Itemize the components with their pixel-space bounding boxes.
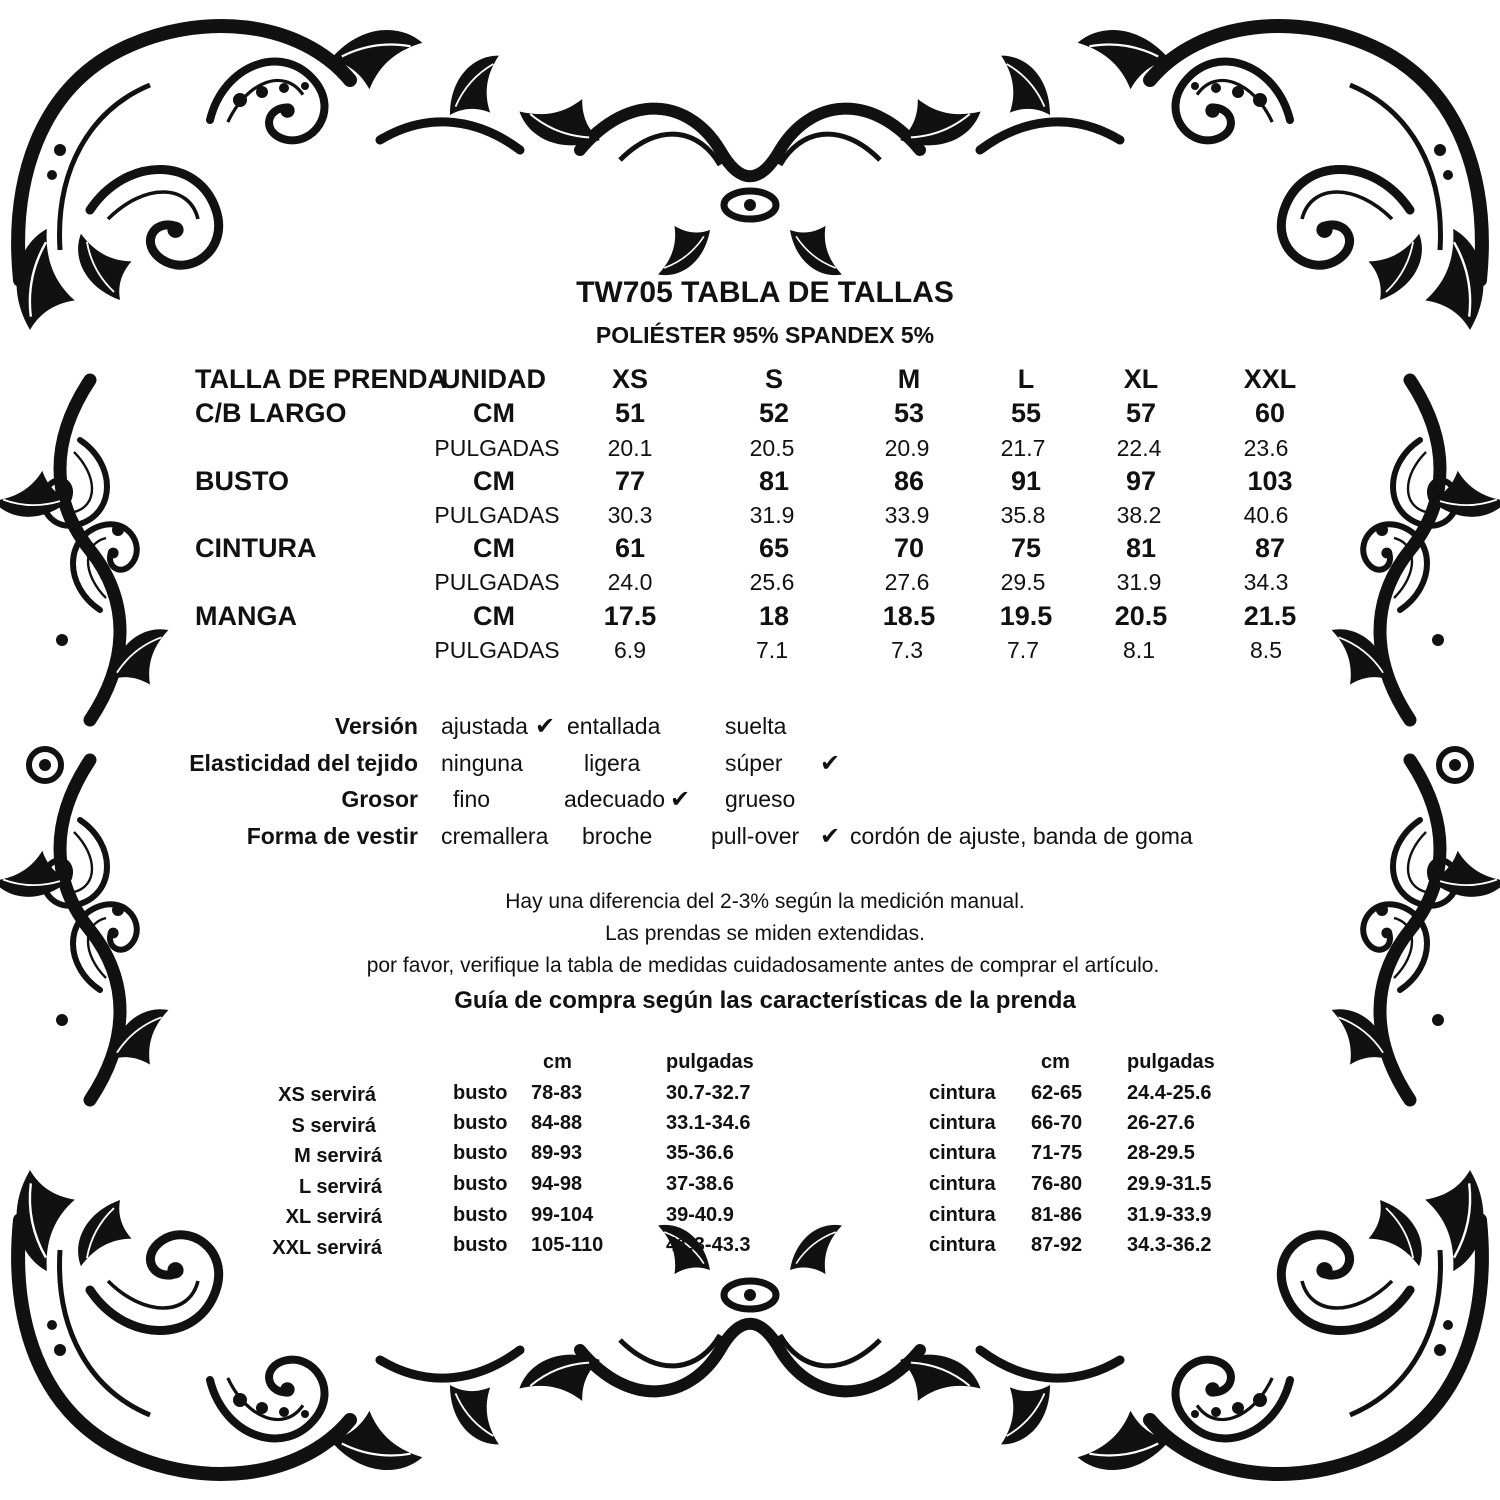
guide-col-inch: pulgadas [1127,1051,1215,1073]
unit-cm-label: CM [473,533,515,563]
attr-label-closure: Forma de vestir [246,823,418,849]
value-cm: 75 [1010,533,1042,563]
guide-size-label: L servirá [298,1176,382,1198]
value-cm: 81 [1125,533,1157,563]
guide-value: 66-70 [1031,1112,1083,1134]
guide-value: 99-104 [531,1204,594,1226]
check-icon: ✔ [820,750,841,777]
guide-value: 87-92 [1031,1234,1083,1256]
value-inch: 8.5 [1250,637,1282,663]
measure-label-sleeve: MANGA [195,601,297,631]
attr-option: ninguna [441,750,523,776]
guide-waist-word: cintura [929,1112,996,1134]
attr-option: entallada [567,713,661,739]
unit-inch-label: PULGADAS [434,569,560,595]
guide-value: 94-98 [531,1173,583,1195]
value-inch: 7.7 [1007,637,1039,663]
guide-bust-word: busto [453,1142,508,1164]
value-cm: 17.5 [603,601,657,631]
value-inch: 34.3 [1243,569,1289,595]
check-icon: ✔ [535,713,556,740]
value-inch: 38.2 [1116,502,1162,528]
attr-option: fino [453,786,491,812]
value-inch: 31.9 [749,502,795,528]
value-inch: 21.7 [1000,435,1046,461]
value-inch: 27.6 [884,569,930,595]
guide-value: 76-80 [1031,1173,1083,1195]
size-header-xl: XL [1123,364,1159,394]
attr-option: ligera [584,750,641,776]
guide-bust-word: busto [453,1173,508,1195]
value-inch: 8.1 [1123,637,1155,663]
value-cm: 87 [1254,533,1286,563]
attr-option: grueso [725,786,796,812]
size-header-s: S [764,364,784,394]
value-inch: 24.0 [607,569,653,595]
guide-value: 39-40.9 [666,1204,734,1226]
value-inch: 29.5 [1000,569,1046,595]
note-line: Las prendas se miden extendidas. [605,922,925,945]
guide-value: 105-110 [531,1234,604,1256]
value-inch: 20.5 [749,435,795,461]
guide-value: 29.9-31.5 [1127,1173,1212,1195]
value-cm: 18.5 [882,601,936,631]
value-inch: 25.6 [749,569,795,595]
value-cm: 51 [614,398,646,428]
guide-bust-word: busto [453,1082,508,1104]
guide-waist-word: cintura [929,1204,996,1226]
check-icon: ✔ [670,786,691,813]
unit-inch-label: PULGADAS [434,435,560,461]
guide-value: 31.9-33.9 [1127,1204,1212,1226]
value-inch: 31.9 [1116,569,1162,595]
guide-value: 81-86 [1031,1204,1083,1226]
guide-col-cm: cm [543,1051,572,1073]
unit-inch-label: PULGADAS [434,502,560,528]
check-icon: ✔ [820,823,841,850]
guide-value: 33.1-34.6 [666,1112,751,1134]
page-subtitle: POLIÉSTER 95% SPANDEX 5% [595,322,935,348]
guide-waist-word: cintura [929,1173,996,1195]
value-inch: 30.3 [607,502,653,528]
attr-option: broche [582,823,653,849]
guide-size-label: S servirá [291,1115,376,1137]
note-line: Hay una diferencia del 2-3% según la medición manual. [505,890,1025,913]
value-inch: 35.8 [1000,502,1046,528]
guide-value: 62-65 [1031,1082,1083,1104]
guide-size-label: XL servirá [285,1206,382,1228]
value-cm: 70 [893,533,925,563]
note-line: por favor, verifique la tabla de medidas cuidadosamente antes de comprar el artículo. [366,954,1160,977]
value-cm: 52 [758,398,790,428]
attr-label-version: Versión [334,713,418,739]
attr-option: suelta [725,713,787,739]
guide-value: 30.7-32.7 [666,1082,751,1104]
unit-cm-label: CM [473,466,515,496]
guide-value: 78-83 [531,1082,583,1104]
measure-label-length: C/B LARGO [195,398,347,428]
value-cm: 57 [1125,398,1157,428]
attr-option: súper [725,750,783,776]
value-inch: 23.6 [1243,435,1289,461]
guide-value: 28-29.5 [1127,1142,1195,1164]
page-title: TW705 TABLA DE TALLAS [576,276,954,309]
guide-size-label: XS servirá [278,1084,376,1106]
guide-bust-word: busto [453,1234,508,1256]
value-cm: 103 [1247,466,1293,496]
size-header-label: TALLA DE PRENDA [195,364,447,394]
value-cm: 53 [893,398,925,428]
value-cm: 97 [1125,466,1157,496]
guide-col-cm: cm [1041,1051,1070,1073]
value-inch: 20.1 [607,435,653,461]
attr-option: ajustada [441,713,528,739]
guide-value: 89-93 [531,1142,583,1164]
value-cm: 55 [1010,398,1042,428]
size-header-m: M [897,364,921,394]
guide-waist-word: cintura [929,1082,996,1104]
measure-label-waist: CINTURA [195,533,317,563]
value-cm: 81 [758,466,790,496]
value-cm: 77 [614,466,646,496]
guide-value: 35-36.6 [666,1142,734,1164]
guide-value: 84-88 [531,1112,583,1134]
value-cm: 19.5 [999,601,1053,631]
guide-size-label: XXL servirá [272,1237,382,1259]
guide-bust-word: busto [453,1112,508,1134]
guide-value: 37-38.6 [666,1173,734,1195]
value-cm: 60 [1254,398,1286,428]
guide-col-inch: pulgadas [666,1051,754,1073]
unit-cm-label: CM [473,601,515,631]
guide-waist-word: cintura [929,1234,996,1256]
value-inch: 40.6 [1243,502,1289,528]
value-inch: 33.9 [884,502,930,528]
guide-value: 24.4-25.6 [1127,1082,1212,1104]
value-inch: 20.9 [884,435,930,461]
guide-value: 34.3-36.2 [1127,1234,1212,1256]
value-inch: 6.9 [614,637,646,663]
guide-value: 41.3-43.3 [666,1234,751,1256]
value-cm: 91 [1010,466,1042,496]
unit-cm-label: CM [473,398,515,428]
value-inch: 7.3 [891,637,923,663]
attr-label-thickness: Grosor [341,786,418,812]
attr-label-elasticity: Elasticidad del tejido [189,750,418,776]
value-cm: 61 [614,533,646,563]
guide-title: Guía de compra según las características de la prenda [454,987,1076,1014]
size-header-xs: XS [611,364,649,394]
value-cm: 20.5 [1114,601,1168,631]
attr-option: adecuado [564,786,666,812]
value-cm: 86 [893,466,925,496]
attr-option: cremallera [441,823,549,849]
value-inch: 22.4 [1116,435,1162,461]
guide-waist-word: cintura [929,1142,996,1164]
value-cm: 18 [758,601,790,631]
value-cm: 21.5 [1243,601,1297,631]
value-inch: 7.1 [756,637,788,663]
unit-header-label: UNIDAD [441,364,546,394]
guide-value: 71-75 [1031,1142,1083,1164]
guide-size-label: M servirá [294,1145,382,1167]
size-header-l: L [1017,364,1035,394]
attr-option: cordón de ajuste, banda de goma [850,823,1193,849]
unit-inch-label: PULGADAS [434,637,560,663]
guide-value: 26-27.6 [1127,1112,1195,1134]
value-cm: 65 [758,533,790,563]
measure-label-bust: BUSTO [195,466,290,496]
attr-option: pull-over [711,823,800,849]
size-header-xxl: XXL [1243,364,1297,394]
guide-bust-word: busto [453,1204,508,1226]
